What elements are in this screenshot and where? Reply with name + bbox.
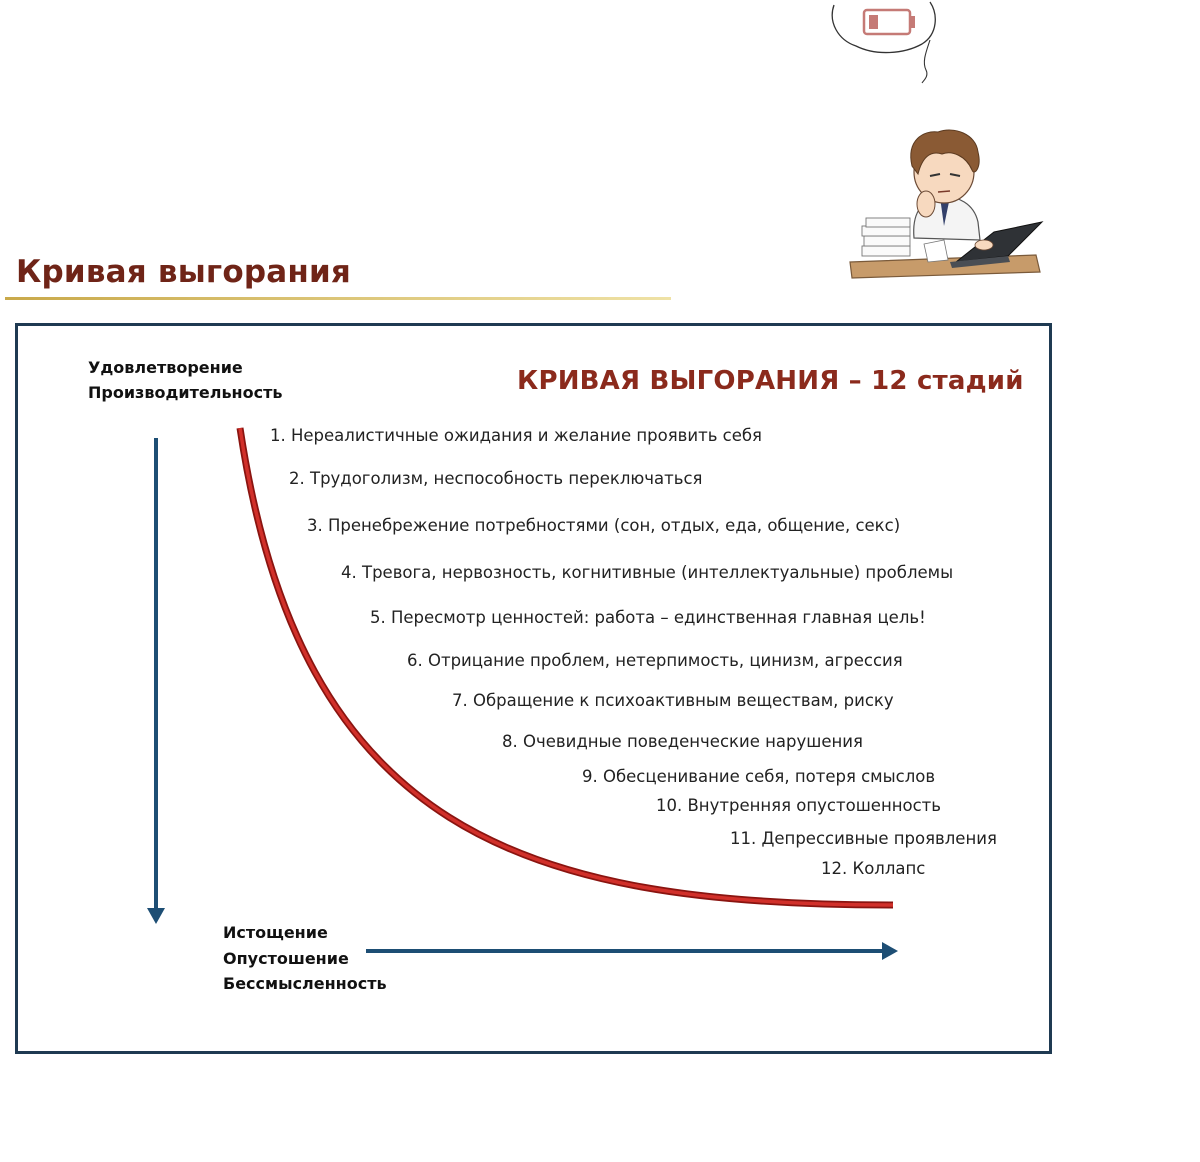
stage-11: 11. Депрессивные проявления xyxy=(730,829,997,848)
stage-8: 8. Очевидные поведенческие нарушения xyxy=(502,732,863,751)
x-axis-line-1: Истощение xyxy=(223,923,328,942)
stage-9: 9. Обесценивание себя, потеря смыслов xyxy=(582,767,936,786)
stage-1: 1. Нереалистичные ожидания и желание проявить себя xyxy=(270,426,762,445)
stage-4: 4. Тревога, нервозность, когнитивные (интеллектуальные) проблемы xyxy=(341,563,954,582)
y-axis-arrow xyxy=(147,438,165,924)
stage-10: 10. Внутренняя опустошенность xyxy=(656,796,942,815)
diagram-title: КРИВАЯ ВЫГОРАНИЯ – 12 стадий xyxy=(517,366,1024,396)
x-axis-arrow xyxy=(366,942,898,960)
stage-2: 2. Трудоголизм, неспособность переключаться xyxy=(289,469,703,488)
y-axis-line-1: Удовлетворение xyxy=(88,358,243,377)
x-axis-line-3: Бессмысленность xyxy=(223,974,387,993)
stage-3: 3. Пренебрежение потребностями (сон, отдых, еда, общение, секс) xyxy=(307,516,901,535)
page-heading: Кривая выгорания xyxy=(16,254,351,290)
stage-6: 6. Отрицание проблем, нетерпимость, цинизм, агрессия xyxy=(407,651,903,670)
y-axis-line-2: Производительность xyxy=(88,383,283,402)
x-axis-line-2: Опустошение xyxy=(223,948,349,968)
stage-12: 12. Коллапс xyxy=(821,859,926,878)
x-axis-label xyxy=(223,920,387,997)
stage-7: 7. Обращение к психоактивным веществам, риску xyxy=(452,691,894,710)
stage-5: 5. Пересмотр ценностей: работа – единственная главная цель! xyxy=(370,608,926,627)
